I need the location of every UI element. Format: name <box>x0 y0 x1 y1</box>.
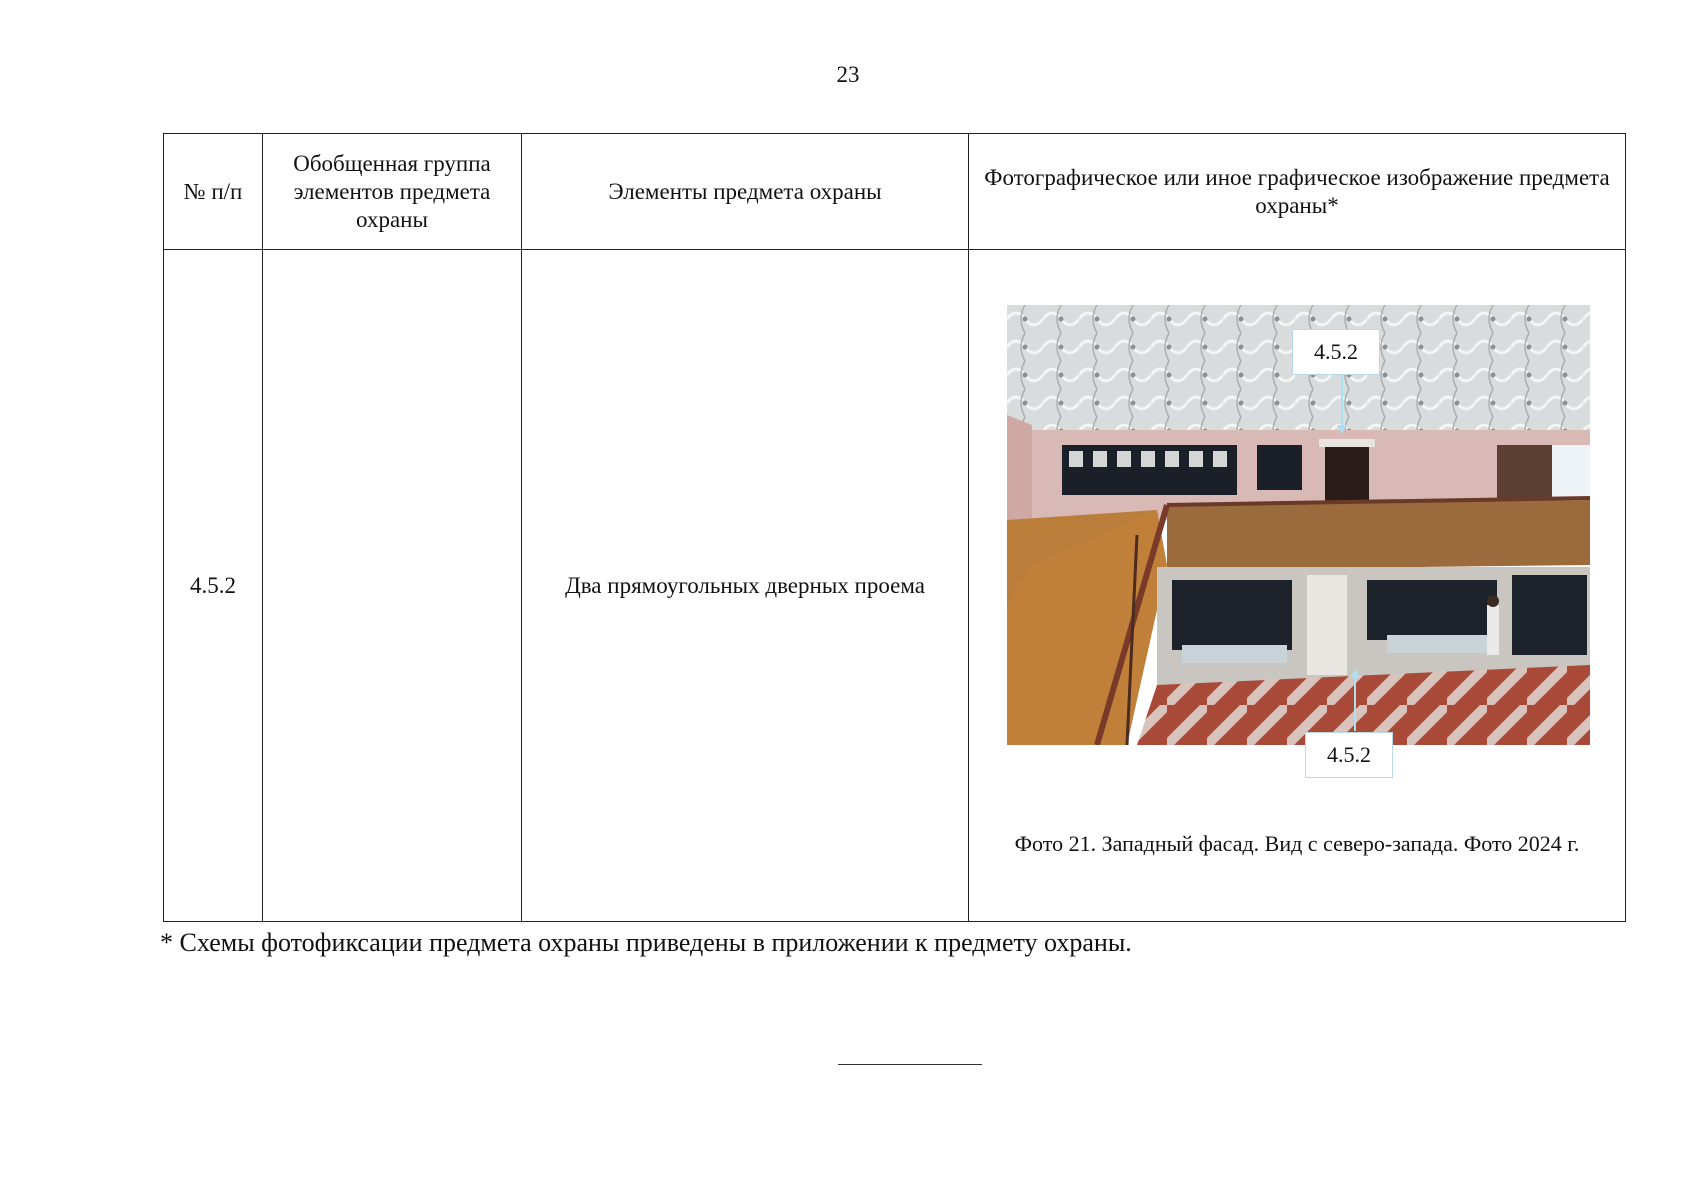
protection-table <box>163 133 1626 922</box>
photo-label-bottom: 4.5.2 <box>1305 732 1393 778</box>
arrow-bottom <box>1354 677 1356 731</box>
row-photo-cell <box>969 250 1626 922</box>
row-number: 4.5.2 <box>164 250 263 922</box>
arrow-down-icon <box>1337 425 1347 434</box>
row-element: Два прямоугольных дверных проема <box>522 250 969 922</box>
photo-label-top: 4.5.2 <box>1292 329 1380 375</box>
table-row <box>164 250 1626 922</box>
header-photo: Фотографическое или иное графическое изображение предмета охраны* <box>969 134 1626 250</box>
header-number: № п/п <box>164 134 263 250</box>
balcony-railing <box>1167 500 1590 570</box>
separator-line <box>838 1064 982 1065</box>
table-header-row <box>164 134 1626 250</box>
header-group: Обобщенная группа элементов предмета охраны <box>263 134 522 250</box>
arrow-up-icon <box>1350 669 1360 678</box>
row-group <box>263 250 522 922</box>
header-elements: Элементы предмета охраны <box>522 134 969 250</box>
photo-caption: Фото 21. Западный фасад. Вид с северо-запада. Фото 2024 г. <box>1014 831 1580 856</box>
footnote: * Схемы фотофиксации предмета охраны приведены в приложении к предмету охраны. <box>160 928 1132 957</box>
arrow-top <box>1341 375 1343 427</box>
photo-container <box>1007 305 1590 767</box>
page-number: 23 <box>836 62 860 87</box>
